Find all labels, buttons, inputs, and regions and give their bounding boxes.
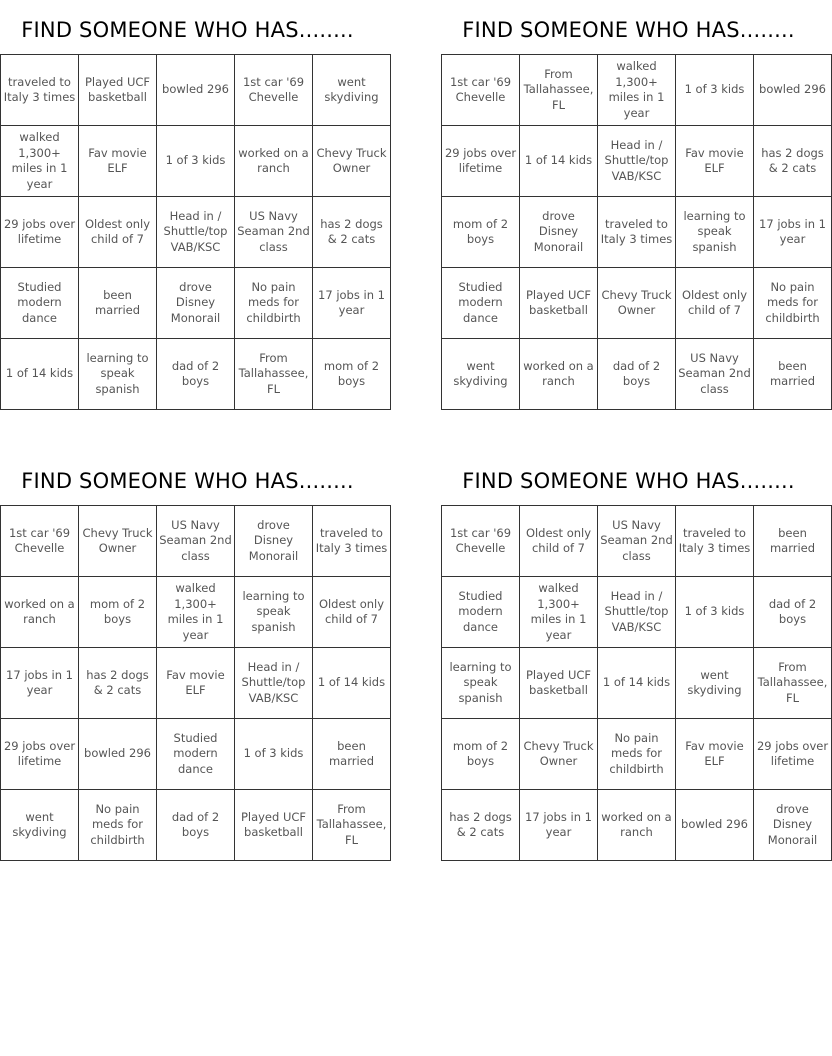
grid-cell: From Tallahassee, FL	[520, 55, 598, 126]
grid-cell: walked 1,300+ miles in 1 year	[520, 577, 598, 648]
grid-cell: 17 jobs in 1 year	[1, 648, 79, 719]
grid-row	[1, 719, 391, 790]
grid-row	[1, 126, 391, 197]
grid-cell: went skydiving	[676, 648, 754, 719]
grid-cell: walked 1,300+ miles in 1 year	[1, 126, 79, 197]
grid-cell: traveled to Italy 3 times	[676, 506, 754, 577]
grid-row	[1, 648, 391, 719]
grid-cell: 1 of 14 kids	[598, 648, 676, 719]
grid-cell: Oldest only child of 7	[676, 268, 754, 339]
grid-cell: Oldest only child of 7	[79, 197, 157, 268]
grid-cell: 29 jobs over lifetime	[1, 719, 79, 790]
grid-cell: 29 jobs over lifetime	[442, 126, 520, 197]
grid-cell: Head in / Shuttle/top VAB/KSC	[598, 126, 676, 197]
grid-row	[442, 648, 832, 719]
grid-row	[442, 719, 832, 790]
grid-cell: Chevy Truck Owner	[313, 126, 391, 197]
grid-cell: bowled 296	[754, 55, 832, 126]
grid-cell: 17 jobs in 1 year	[754, 197, 832, 268]
grid-cell: 1st car '69 Chevelle	[1, 506, 79, 577]
grid-cell: Fav movie ELF	[157, 648, 235, 719]
grid-cell: From Tallahassee, FL	[235, 339, 313, 410]
grid-cell: mom of 2 boys	[79, 577, 157, 648]
grid-cell: 1 of 14 kids	[313, 648, 391, 719]
grid-cell: traveled to Italy 3 times	[313, 506, 391, 577]
grid-cell: Studied modern dance	[442, 577, 520, 648]
grid-cell: 1 of 3 kids	[676, 55, 754, 126]
grid-cell: dad of 2 boys	[157, 790, 235, 861]
grid-cell: US Navy Seaman 2nd class	[676, 339, 754, 410]
grid-cell: 1 of 3 kids	[676, 577, 754, 648]
grid-row	[442, 126, 832, 197]
grid-cell: drove Disney Monorail	[235, 506, 313, 577]
grid-cell: bowled 296	[157, 55, 235, 126]
grid-row	[442, 506, 832, 577]
grid-cell: worked on a ranch	[520, 339, 598, 410]
grid-row	[1, 790, 391, 861]
bingo-grid	[441, 505, 832, 861]
grid-cell: US Navy Seaman 2nd class	[235, 197, 313, 268]
grid-cell: 1st car '69 Chevelle	[442, 55, 520, 126]
card-title: FIND SOMEONE WHO HAS........	[462, 469, 795, 493]
grid-row	[1, 55, 391, 126]
grid-cell: dad of 2 boys	[598, 339, 676, 410]
grid-row	[442, 577, 832, 648]
grid-cell: From Tallahassee, FL	[313, 790, 391, 861]
grid-cell: traveled to Italy 3 times	[1, 55, 79, 126]
grid-cell: No pain meds for childbirth	[235, 268, 313, 339]
grid-cell: been married	[79, 268, 157, 339]
grid-cell: US Navy Seaman 2nd class	[157, 506, 235, 577]
grid-cell: learning to speak spanish	[442, 648, 520, 719]
grid-row	[442, 339, 832, 410]
grid-row	[1, 577, 391, 648]
grid-cell: dad of 2 boys	[754, 577, 832, 648]
grid-cell: has 2 dogs & 2 cats	[442, 790, 520, 861]
grid-cell: Oldest only child of 7	[313, 577, 391, 648]
grid-cell: has 2 dogs & 2 cats	[313, 197, 391, 268]
grid-cell: been married	[754, 339, 832, 410]
grid-row	[1, 197, 391, 268]
grid-cell: walked 1,300+ miles in 1 year	[598, 55, 676, 126]
grid-cell: drove Disney Monorail	[157, 268, 235, 339]
grid-cell: 17 jobs in 1 year	[313, 268, 391, 339]
grid-cell: has 2 dogs & 2 cats	[79, 648, 157, 719]
grid-row	[442, 55, 832, 126]
bingo-grid	[0, 505, 391, 861]
grid-cell: Chevy Truck Owner	[79, 506, 157, 577]
grid-cell: worked on a ranch	[598, 790, 676, 861]
grid-cell: Played UCF basketball	[235, 790, 313, 861]
grid-cell: Studied modern dance	[442, 268, 520, 339]
grid-cell: 17 jobs in 1 year	[520, 790, 598, 861]
grid-cell: 1 of 14 kids	[1, 339, 79, 410]
grid-cell: Head in / Shuttle/top VAB/KSC	[598, 577, 676, 648]
grid-cell: walked 1,300+ miles in 1 year	[157, 577, 235, 648]
grid-cell: 1 of 3 kids	[235, 719, 313, 790]
grid-cell: From Tallahassee, FL	[754, 648, 832, 719]
grid-cell: No pain meds for childbirth	[754, 268, 832, 339]
grid-cell: went skydiving	[313, 55, 391, 126]
grid-cell: mom of 2 boys	[442, 197, 520, 268]
grid-cell: No pain meds for childbirth	[79, 790, 157, 861]
grid-cell: drove Disney Monorail	[520, 197, 598, 268]
grid-cell: has 2 dogs & 2 cats	[754, 126, 832, 197]
grid-cell: Oldest only child of 7	[520, 506, 598, 577]
grid-cell: Played UCF basketball	[520, 268, 598, 339]
grid-cell: 1 of 14 kids	[520, 126, 598, 197]
grid-row	[1, 268, 391, 339]
grid-cell: went skydiving	[1, 790, 79, 861]
grid-cell: bowled 296	[79, 719, 157, 790]
grid-cell: 1st car '69 Chevelle	[442, 506, 520, 577]
bingo-grid	[0, 54, 391, 410]
grid-cell: Head in / Shuttle/top VAB/KSC	[157, 197, 235, 268]
grid-cell: drove Disney Monorail	[754, 790, 832, 861]
grid-cell: 29 jobs over lifetime	[754, 719, 832, 790]
grid-cell: learning to speak spanish	[235, 577, 313, 648]
grid-row	[442, 197, 832, 268]
grid-cell: 29 jobs over lifetime	[1, 197, 79, 268]
grid-cell: traveled to Italy 3 times	[598, 197, 676, 268]
card-title: FIND SOMEONE WHO HAS........	[21, 469, 354, 493]
card-title: FIND SOMEONE WHO HAS........	[21, 18, 354, 42]
grid-cell: dad of 2 boys	[157, 339, 235, 410]
grid-cell: worked on a ranch	[235, 126, 313, 197]
grid-cell: 1st car '69 Chevelle	[235, 55, 313, 126]
grid-cell: mom of 2 boys	[442, 719, 520, 790]
grid-cell: learning to speak spanish	[676, 197, 754, 268]
grid-cell: Chevy Truck Owner	[598, 268, 676, 339]
grid-cell: Studied modern dance	[157, 719, 235, 790]
grid-row	[1, 506, 391, 577]
grid-cell: Studied modern dance	[1, 268, 79, 339]
grid-cell: bowled 296	[676, 790, 754, 861]
grid-cell: Played UCF basketball	[79, 55, 157, 126]
grid-cell: learning to speak spanish	[79, 339, 157, 410]
grid-cell: been married	[313, 719, 391, 790]
grid-row	[442, 790, 832, 861]
grid-cell: Played UCF basketball	[520, 648, 598, 719]
grid-cell: mom of 2 boys	[313, 339, 391, 410]
grid-cell: Fav movie ELF	[676, 126, 754, 197]
grid-cell: worked on a ranch	[1, 577, 79, 648]
grid-cell: went skydiving	[442, 339, 520, 410]
grid-cell: Fav movie ELF	[79, 126, 157, 197]
grid-cell: 1 of 3 kids	[157, 126, 235, 197]
card-title: FIND SOMEONE WHO HAS........	[462, 18, 795, 42]
grid-cell: Head in / Shuttle/top VAB/KSC	[235, 648, 313, 719]
grid-row	[442, 268, 832, 339]
bingo-grid	[441, 54, 832, 410]
grid-cell: US Navy Seaman 2nd class	[598, 506, 676, 577]
grid-cell: No pain meds for childbirth	[598, 719, 676, 790]
grid-cell: Fav movie ELF	[676, 719, 754, 790]
grid-row	[1, 339, 391, 410]
grid-cell: been married	[754, 506, 832, 577]
grid-cell: Chevy Truck Owner	[520, 719, 598, 790]
